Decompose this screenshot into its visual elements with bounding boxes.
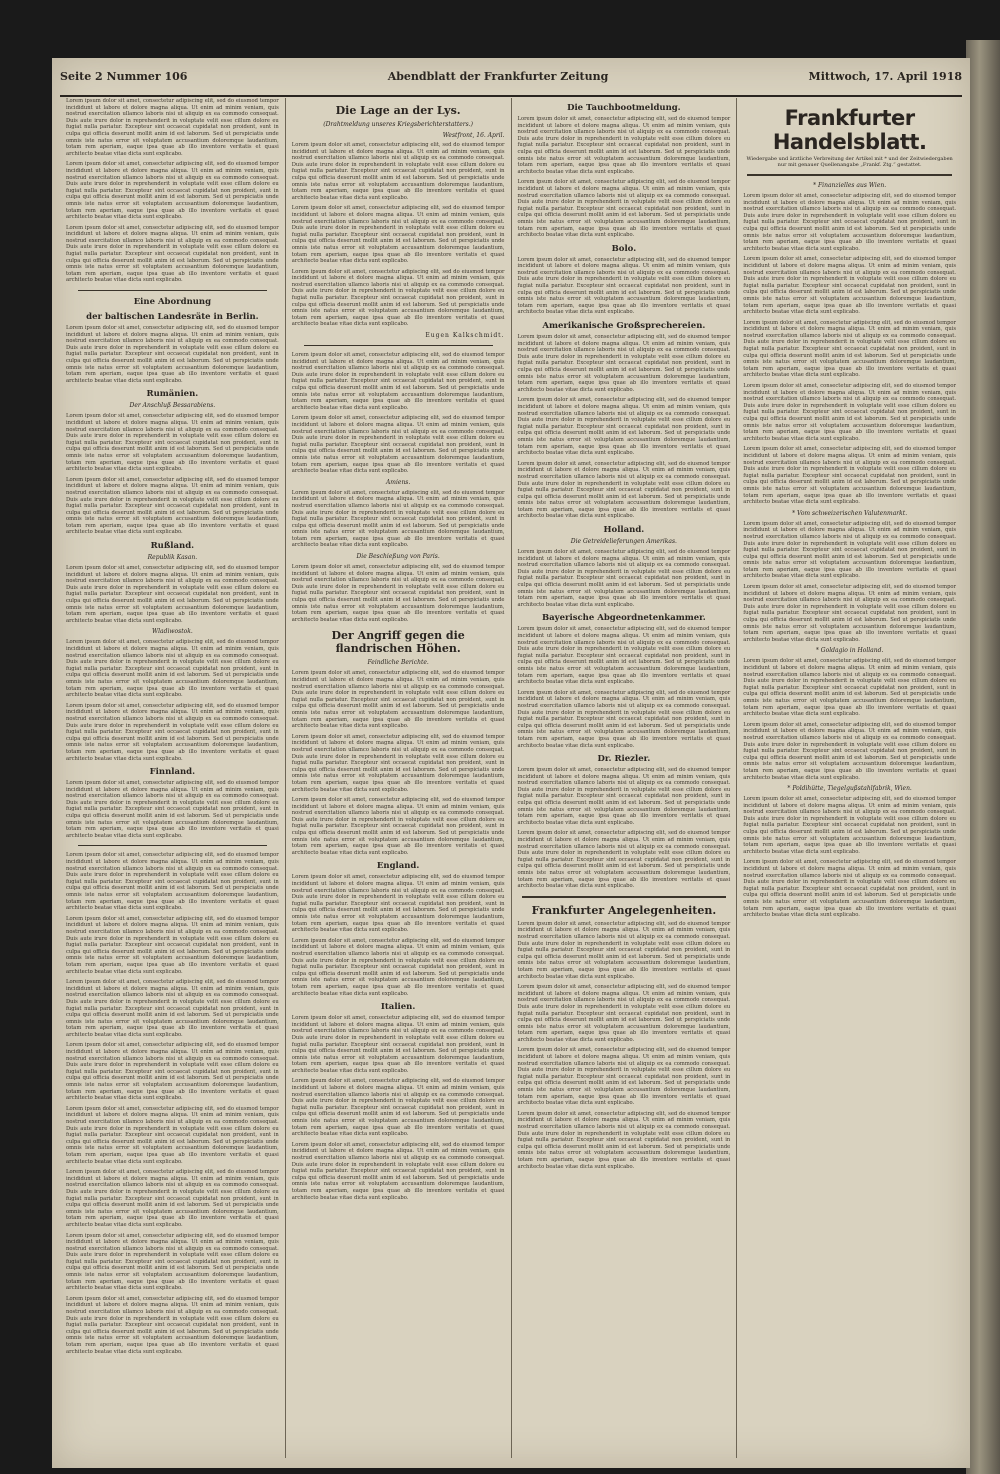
paragraph: Lorem ipsum dolor sit amet, consectetur adipiscing elit, sed do eiusmod tempor incididunt ut labore et dolore magna aliqua. Ut enim ad minim veniam, quis nostrud exercitation ullamco laboris nisi ut aliquip ex ea commodo consequat. Duis aute irure dolor in reprehenderit in voluptate velit esse cillum dolore eu fugiat nulla pariatur. Excepteur sint occaecat cupidatat non proident, sunt in culpa qui officia deserunt mollit anim id est laborum. Sed ut perspiciatis unde omnis iste natus error sit voluptatem accusantium doloremque laudantium, totam rem aperiam, eaque ipsa quae ab illo inventore veritatis et quasi architecto beatae vitae dicta sunt explicabo. bbox=[291, 874, 505, 934]
paragraph: Lorem ipsum dolor sit amet, consectetur adipiscing elit, sed do eiusmod tempor incididunt ut labore et dolore magna aliqua. Ut enim ad minim veniam, quis nostrud exercitation ullamco laboris nisi ut aliquip ex ea commodo consequat. Duis aute irure dolor in reprehenderit in voluptate velit esse cillum dolore eu fugiat nulla pariatur. Excepteur sint occaecat cupidatat non proident, sunt in culpa qui officia deserunt mollit anim id est laborum. Sed ut perspiciatis unde omnis iste natus error sit voluptatem accusantium doloremque laudantium, totam rem aperiam, eaque ipsa quae ab illo inventore veritatis et quasi architecto beatae vitae dicta sunt explicabo. bbox=[66, 565, 279, 624]
paragraph: Lorem ipsum dolor sit amet, consectetur adipiscing elit, sed do eiusmod tempor incididunt ut labore et dolore magna aliqua. Ut enim ad minim veniam, quis nostrud exercitation ullamco laboris nisi ut aliquip ex ea commodo consequat. Duis aute irure dolor in reprehenderit in voluptate velit esse cillum dolore eu fugiat nulla pariatur. Excepteur sint occaecat cupidatat non proident, sunt in culpa qui officia deserunt mollit anim id est laborum. Sed ut perspiciatis unde omnis iste natus error sit voluptatem accusantium doloremque laudantium, totam rem aperiam, eaque ipsa quae ab illo inventore veritatis et quasi architecto beatae vitae dicta sunt explicabo. bbox=[291, 489, 505, 549]
paragraph: Lorem ipsum dolor sit amet, consectetur adipiscing elit, sed do eiusmod tempor incididunt ut labore et dolore magna aliqua. Ut enim ad minim veniam, quis nostrud exercitation ullamco laboris nisi ut aliquip ex ea commodo consequat. Duis aute irure dolor in reprehenderit in voluptate velit esse cillum dolore eu fugiat nulla pariatur. Excepteur sint occaecat cupidatat non proident, sunt in culpa qui officia deserunt mollit anim id est laborum. Sed ut perspiciatis unde omnis iste natus error sit voluptatem accusantium doloremque laudantium, totam rem aperiam, eaque ipsa quae ab illo inventore veritatis et quasi architecto beatae vitae dicta sunt explicabo. bbox=[517, 549, 731, 608]
paragraph: Lorem ipsum dolor sit amet, consectetur adipiscing elit, sed do eiusmod tempor incididunt ut labore et dolore magna aliqua. Ut enim ad minim veniam, quis nostrud exercitation ullamco laboris nisi ut aliquip ex ea commodo consequat. Duis aute irure dolor in reprehenderit in voluptate velit esse cillum dolore eu fugiat nulla pariatur. Excepteur sint occaecat cupidatat non proident, sunt in culpa qui officia deserunt mollit anim id est laborum. Sed ut perspiciatis unde omnis iste natus error sit voluptatem accusantium doloremque laudantium, totam rem aperiam, eaque ipsa quae ab illo inventore veritatis et quasi architecto beatae vitae dicta sunt explicabo. bbox=[743, 658, 956, 718]
heading-eine-abordnung: Eine Abordnung bbox=[133, 297, 212, 308]
paragraph: Lorem ipsum dolor sit amet, consectetur adipiscing elit, sed do eiusmod tempor incididunt ut labore et dolore magna aliqua. Ut enim ad minim veniam, quis nostrud exercitation ullamco laboris nisi ut aliquip ex ea commodo consequat. Duis aute irure dolor in reprehenderit in voluptate velit esse cillum dolore eu fugiat nulla pariatur. Excepteur sint occaecat cupidatat non proident, sunt in culpa qui officia deserunt mollit anim id est laborum. Sed ut perspiciatis unde omnis iste natus error sit voluptatem accusantium doloremque laudantium, totam rem aperiam, eaque ipsa quae ab illo inventore veritatis et quasi architecto beatae vitae dicta sunt explicabo. bbox=[66, 780, 279, 839]
page-edge bbox=[966, 40, 1000, 1474]
divider bbox=[747, 174, 952, 176]
page-number: Seite 2 Nummer 106 bbox=[60, 70, 188, 83]
paragraph: Lorem ipsum dolor sit amet, consectetur adipiscing elit, sed do eiusmod tempor incididunt ut labore et dolore magna aliqua. Ut enim ad minim veniam, quis nostrud exercitation ullamco laboris nisi ut aliquip ex ea commodo consequat. Duis aute irure dolor in reprehenderit in voluptate velit esse cillum dolore eu fugiat nulla pariatur. Excepteur sint occaecat cupidatat non proident, sunt in culpa qui officia deserunt mollit anim id est laborum. Sed ut perspiciatis unde omnis iste natus error sit voluptatem accusantium doloremque laudantium, totam rem aperiam, eaque ipsa quae ab illo inventore veritatis et quasi architecto beatae vitae dicta sunt explicabo. bbox=[743, 796, 956, 855]
paragraph: Lorem ipsum dolor sit amet, consectetur adipiscing elit, sed do eiusmod tempor incididunt ut labore et dolore magna aliqua. Ut enim ad minim veniam, quis nostrud exercitation ullamco laboris nisi ut aliquip ex ea commodo consequat. Duis aute irure dolor in reprehenderit in voluptate velit esse cillum dolore eu fugiat nulla pariatur. Excepteur sint occaecat cupidatat non proident, sunt in culpa qui officia deserunt mollit anim id est laborum. Sed ut perspiciatis unde omnis iste natus error sit voluptatem accusantium doloremque laudantium, totam rem aperiam, eaque ipsa quae ab illo inventore veritatis et quasi architecto beatae vitae dicta sunt explicabo. bbox=[291, 415, 505, 475]
divider bbox=[522, 896, 727, 898]
paragraph: Lorem ipsum dolor sit amet, consectetur adipiscing elit, sed do eiusmod tempor incididunt ut labore et dolore magna aliqua. Ut enim ad minim veniam, quis nostrud exercitation ullamco laboris nisi ut aliquip ex ea commodo consequat. Duis aute irure dolor in reprehenderit in voluptate velit esse cillum dolore eu fugiat nulla pariatur. Excepteur sint occaecat cupidatat non proident, sunt in culpa qui officia deserunt mollit anim id est laborum. Sed ut perspiciatis unde omnis iste natus error sit voluptatem accusantium doloremque laudantium, totam rem aperiam, eaque ipsa quae ab illo inventore veritatis et quasi architecto beatae vitae dicta sunt explicabo. bbox=[291, 733, 505, 793]
heading-lage-lys: Die Lage an der Lys. bbox=[335, 104, 461, 117]
divider bbox=[304, 345, 493, 346]
paragraph: Lorem ipsum dolor sit amet, consectetur adipiscing elit, sed do eiusmod tempor incididunt ut labore et dolore magna aliqua. Ut enim ad minim veniam, quis nostrud exercitation ullamco laboris nisi ut aliquip ex ea commodo consequat. Duis aute irure dolor in reprehenderit in voluptate velit esse cillum dolore eu fugiat nulla pariatur. Excepteur sint occaecat cupidatat non proident, sunt in culpa qui officia deserunt mollit anim id est laborum. Sed ut perspiciatis unde omnis iste natus error sit voluptatem accusantium doloremque laudantium, totam rem aperiam, eaque ipsa quae ab illo inventore veritatis et quasi architecto beatae vitae dicta sunt explicabo. bbox=[517, 1047, 731, 1107]
newspaper-page bbox=[52, 58, 970, 1468]
paragraph: Lorem ipsum dolor sit amet, consectetur adipiscing elit, sed do eiusmod tempor incididunt ut labore et dolore magna aliqua. Ut enim ad minim veniam, quis nostrud exercitation ullamco laboris nisi ut aliquip ex ea commodo consequat. Duis aute irure dolor in reprehenderit in voluptate velit esse cillum dolore eu fugiat nulla pariatur. Excepteur sint occaecat cupidatat non proident, sunt in culpa qui officia deserunt mollit anim id est laborum. Sed ut perspiciatis unde omnis iste natus error sit voluptatem accusantium doloremque laudantium, totam rem aperiam, eaque ipsa quae ab illo inventore veritatis et quasi architecto beatae vitae dicta sunt explicabo. bbox=[743, 446, 956, 506]
paragraph: Lorem ipsum dolor sit amet, consectetur adipiscing elit, sed do eiusmod tempor incididunt ut labore et dolore magna aliqua. Ut enim ad minim veniam, quis nostrud exercitation ullamco laboris nisi ut aliquip ex ea commodo consequat. Duis aute irure dolor in reprehenderit in voluptate velit esse cillum dolore eu fugiat nulla pariatur. Excepteur sint occaecat cupidatat non proident, sunt in culpa qui officia deserunt mollit anim id est laborum. Sed ut perspiciatis unde omnis iste natus error sit voluptatem accusantium doloremque laudantium, totam rem aperiam, eaque ipsa quae ab illo inventore veritatis et quasi architecto beatae vitae dicta sunt explicabo. bbox=[517, 1110, 731, 1170]
handelsblatt-title: Frankfurter Handelsblatt. bbox=[772, 106, 927, 154]
paragraph: Lorem ipsum dolor sit amet, consectetur adipiscing elit, sed do eiusmod tempor incididunt ut labore et dolore magna aliqua. Ut enim ad minim veniam, quis nostrud exercitation ullamco laboris nisi ut aliquip ex ea commodo consequat. Duis aute irure dolor in reprehenderit in voluptate velit esse cillum dolore eu fugiat nulla pariatur. Excepteur sint occaecat cupidatat non proident, sunt in culpa qui officia deserunt mollit anim id est laborum. Sed ut perspiciatis unde omnis iste natus error sit voluptatem accusantium doloremque laudantium, totam rem aperiam, eaque ipsa quae ab illo inventore veritatis et quasi architecto beatae vitae dicta sunt explicabo. bbox=[291, 1141, 505, 1201]
paragraph: Lorem ipsum dolor sit amet, consectetur adipiscing elit, sed do eiusmod tempor incididunt ut labore et dolore magna aliqua. Ut enim ad minim veniam, quis nostrud exercitation ullamco laboris nisi ut aliquip ex ea commodo consequat. Duis aute irure dolor in reprehenderit in voluptate velit esse cillum dolore eu fugiat nulla pariatur. Excepteur sint occaecat cupidatat non proident, sunt in culpa qui officia deserunt mollit anim id est laborum. Sed ut perspiciatis unde omnis iste natus error sit voluptatem accusantium doloremque laudantium, totam rem aperiam, eaque ipsa quae ab illo inventore veritatis et quasi architecto beatae vitae dicta sunt explicabo. bbox=[517, 626, 731, 686]
paragraph: Lorem ipsum dolor sit amet, consectetur adipiscing elit, sed do eiusmod tempor incididunt ut labore et dolore magna aliqua. Ut enim ad minim veniam, quis nostrud exercitation ullamco laboris nisi ut aliquip ex ea commodo consequat. Duis aute irure dolor in reprehenderit in voluptate velit esse cillum dolore eu fugiat nulla pariatur. Excepteur sint occaecat cupidatat non proident, sunt in culpa qui officia deserunt mollit anim id est laborum. Sed ut perspiciatis unde omnis iste natus error sit voluptatem accusantium doloremque laudantium, totam rem aperiam, eaque ipsa quae ab illo inventore veritatis et quasi architecto beatae vitae dicta sunt explicabo. bbox=[517, 689, 731, 749]
paragraph: Lorem ipsum dolor sit amet, consectetur adipiscing elit, sed do eiusmod tempor incididunt ut labore et dolore magna aliqua. Ut enim ad minim veniam, quis nostrud exercitation ullamco laboris nisi ut aliquip ex ea commodo consequat. Duis aute irure dolor in reprehenderit in voluptate velit esse cillum dolore eu fugiat nulla pariatur. Excepteur sint occaecat cupidatat non proident, sunt in culpa qui officia deserunt mollit anim id est laborum. Sed ut perspiciatis unde omnis iste natus error sit voluptatem accusantium doloremque laudantium, totam rem aperiam, eaque ipsa quae ab illo inventore veritatis et quasi architecto beatae vitae dicta sunt explicabo. bbox=[743, 584, 956, 643]
paragraph: Lorem ipsum dolor sit amet, consectetur adipiscing elit, sed do eiusmod tempor incididunt ut labore et dolore magna aliqua. Ut enim ad minim veniam, quis nostrud exercitation ullamco laboris nisi ut aliquip ex ea commodo consequat. Duis aute irure dolor in reprehenderit in voluptate velit esse cillum dolore eu fugiat nulla pariatur. Excepteur sint occaecat cupidatat non proident, sunt in culpa qui officia deserunt mollit anim id est laborum. Sed ut perspiciatis unde omnis iste natus error sit voluptatem accusantium doloremque laudantium, totam rem aperiam, eaque ipsa quae ab illo inventore veritatis et quasi architecto beatae vitae dicta sunt explicabo. bbox=[66, 639, 279, 699]
subheading-feindliche-berichte: Feindliche Berichte. bbox=[367, 659, 429, 667]
paragraph: Lorem ipsum dolor sit amet, consectetur adipiscing elit, sed do eiusmod tempor incididunt ut labore et dolore magna aliqua. Ut enim ad minim veniam, quis nostrud exercitation ullamco laboris nisi ut aliquip ex ea commodo consequat. Duis aute irure dolor in reprehenderit in voluptate velit esse cillum dolore eu fugiat nulla pariatur. Excepteur sint occaecat cupidatat non proident, sunt in culpa qui officia deserunt mollit anim id est laborum. Sed ut perspiciatis unde omnis iste natus error sit voluptatem accusantium doloremque laudantium, totam rem aperiam, eaque ipsa quae ab illo inventore veritatis et quasi architecto beatae vitae dicta sunt explicabo. bbox=[743, 193, 956, 252]
newspaper-title: Abendblatt der Frankfurter Zeitung bbox=[387, 70, 609, 83]
heading-angriff-flandern: Der Angriff gegen die flandrischen Höhen. bbox=[331, 629, 465, 656]
paragraph: Lorem ipsum dolor sit amet, consectetur adipiscing elit, sed do eiusmod tempor incididunt ut labore et dolore magna aliqua. Ut enim ad minim veniam, quis nostrud exercitation ullamco laboris nisi ut aliquip ex ea commodo consequat. Duis aute irure dolor in reprehenderit in voluptate velit esse cillum dolore eu fugiat nulla pariatur. Excepteur sint occaecat cupidatat non proident, sunt in culpa qui officia deserunt mollit anim id est laborum. Sed ut perspiciatis unde omnis iste natus error sit voluptatem accusantium doloremque laudantium, totam rem aperiam, eaque ipsa quae ab illo inventore veritatis et quasi architecto beatae vitae dicta sunt explicabo. bbox=[291, 205, 505, 265]
column-3 bbox=[512, 98, 738, 1458]
paragraph: Lorem ipsum dolor sit amet, consectetur adipiscing elit, sed do eiusmod tempor incididunt ut labore et dolore magna aliqua. Ut enim ad minim veniam, quis nostrud exercitation ullamco laboris nisi ut aliquip ex ea commodo consequat. Duis aute irure dolor in reprehenderit in voluptate velit esse cillum dolore eu fugiat nulla pariatur. Excepteur sint occaecat cupidatat non proident, sunt in culpa qui officia deserunt mollit anim id est laborum. Sed ut perspiciatis unde omnis iste natus error sit voluptatem accusantium doloremque laudantium, totam rem aperiam, eaque ipsa quae ab illo inventore veritatis et quasi architecto beatae vitae dicta sunt explicabo. bbox=[66, 1105, 279, 1165]
item-goldagio: * Goldagio in Holland. bbox=[815, 647, 884, 655]
paragraph: Lorem ipsum dolor sit amet, consectetur adipiscing elit, sed do eiusmod tempor incididunt ut labore et dolore magna aliqua. Ut enim ad minim veniam, quis nostrud exercitation ullamco laboris nisi ut aliquip ex ea commodo consequat. Duis aute irure dolor in reprehenderit in voluptate velit esse cillum dolore eu fugiat nulla pariatur. Excepteur sint occaecat cupidatat non proident, sunt in culpa qui officia deserunt mollit anim id est laborum. Sed ut perspiciatis unde omnis iste natus error sit voluptatem accusantium doloremque laudantium, totam rem aperiam, eaque ipsa quae ab illo inventore veritatis et quasi architecto beatae vitae dicta sunt explicabo. bbox=[517, 116, 731, 175]
paragraph: Lorem ipsum dolor sit amet, consectetur adipiscing elit, sed do eiusmod tempor incididunt ut labore et dolore magna aliqua. Ut enim ad minim veniam, quis nostrud exercitation ullamco laboris nisi ut aliquip ex ea commodo consequat. Duis aute irure dolor in reprehenderit in voluptate velit esse cillum dolore eu fugiat nulla pariatur. Excepteur sint occaecat cupidatat non proident, sunt in culpa qui officia deserunt mollit anim id est laborum. Sed ut perspiciatis unde omnis iste natus error sit voluptatem accusantium doloremque laudantium, totam rem aperiam, eaque ipsa quae ab illo inventore veritatis et quasi architecto beatae vitae dicta sunt explicabo. bbox=[66, 702, 279, 762]
masthead bbox=[60, 70, 962, 97]
subheading-bessarabien: Der Anschluß Bessarabiens. bbox=[129, 402, 216, 410]
subheading-getreide: Die Getreidelieferungen Amerikas. bbox=[570, 538, 677, 546]
paragraph: Lorem ipsum dolor sit amet, consectetur adipiscing elit, sed do eiusmod tempor incididunt ut labore et dolore magna aliqua. Ut enim ad minim veniam, quis nostrud exercitation ullamco laboris nisi ut aliquip ex ea commodo consequat. Duis aute irure dolor in reprehenderit in voluptate velit esse cillum dolore eu fugiat nulla pariatur. Excepteur sint occaecat cupidatat non proident, sunt in culpa qui officia deserunt mollit anim id est laborum. Sed ut perspiciatis unde omnis iste natus error sit voluptatem accusantium doloremque laudantium, totam rem aperiam, eaque ipsa quae ab illo inventore veritatis et quasi architecto beatae vitae dicta sunt explicabo. bbox=[291, 352, 505, 411]
dateline-westfront: Westfront, 16. April. bbox=[442, 132, 505, 139]
heading-finnland: Finnland. bbox=[149, 767, 196, 778]
heading-amerikanische: Amerikanische Großsprechereien. bbox=[542, 321, 706, 332]
item-valutenmarkt: * Vom schweizerischen Valutenmarkt. bbox=[792, 509, 908, 517]
paragraph: Lorem ipsum dolor sit amet, consectetur adipiscing elit, sed do eiusmod tempor incididunt ut labore et dolore magna aliqua. Ut enim ad minim veniam, quis nostrud exercitation ullamco laboris nisi ut aliquip ex ea commodo consequat. Duis aute irure dolor in reprehenderit in voluptate velit esse cillum dolore eu fugiat nulla pariatur. Excepteur sint occaecat cupidatat non proident, sunt in culpa qui officia deserunt mollit anim id est laborum. Sed ut perspiciatis unde omnis iste natus error sit voluptatem accusantium doloremque laudantium, totam rem aperiam, eaque ipsa quae ab illo inventore veritatis et quasi architecto beatae vitae dicta sunt explicabo. bbox=[66, 1232, 279, 1292]
heading-frankfurter: Frankfurter Angelegenheiten. bbox=[531, 903, 717, 917]
paragraph: Lorem ipsum dolor sit amet, consectetur adipiscing elit, sed do eiusmod tempor incididunt ut labore et dolore magna aliqua. Ut enim ad minim veniam, quis nostrud exercitation ullamco laboris nisi ut aliquip ex ea commodo consequat. Duis aute irure dolor in reprehenderit in voluptate velit esse cillum dolore eu fugiat nulla pariatur. Excepteur sint occaecat cupidatat non proident, sunt in culpa qui officia deserunt mollit anim id est laborum. Sed ut perspiciatis unde omnis iste natus error sit voluptatem accusantium doloremque laudantium, totam rem aperiam, eaque ipsa quae ab illo inventore veritatis et quasi architecto beatae vitae dicta sunt explicabo. bbox=[66, 915, 279, 975]
paragraph: Lorem ipsum dolor sit amet, consectetur adipiscing elit, sed do eiusmod tempor incididunt ut labore et dolore magna aliqua. Ut enim ad minim veniam, quis nostrud exercitation ullamco laboris nisi ut aliquip ex ea commodo consequat. Duis aute irure dolor in reprehenderit in voluptate velit esse cillum dolore eu fugiat nulla pariatur. Excepteur sint occaecat cupidatat non proident, sunt in culpa qui officia deserunt mollit anim id est laborum. Sed ut perspiciatis unde omnis iste natus error sit voluptatem accusantium doloremque laudantium, totam rem aperiam, eaque ipsa quae ab illo inventore veritatis et quasi architecto beatae vitae dicta sunt explicabo. bbox=[66, 852, 279, 912]
paragraph: Lorem ipsum dolor sit amet, consectetur adipiscing elit, sed do eiusmod tempor incididunt ut labore et dolore magna aliqua. Ut enim ad minim veniam, quis nostrud exercitation ullamco laboris nisi ut aliquip ex ea commodo consequat. Duis aute irure dolor in reprehenderit in voluptate velit esse cillum dolore eu fugiat nulla pariatur. Excepteur sint occaecat cupidatat non proident, sunt in culpa qui officia deserunt mollit anim id est laborum. Sed ut perspiciatis unde omnis iste natus error sit voluptatem accusantium doloremque laudantium, totam rem aperiam, eaque ipsa quae ab illo inventore veritatis et quasi architecto beatae vitae dicta sunt explicabo. bbox=[517, 334, 731, 393]
paragraph: Lorem ipsum dolor sit amet, consectetur adipiscing elit, sed do eiusmod tempor incididunt ut labore et dolore magna aliqua. Ut enim ad minim veniam, quis nostrud exercitation ullamco laboris nisi ut aliquip ex ea commodo consequat. Duis aute irure dolor in reprehenderit in voluptate velit esse cillum dolore eu fugiat nulla pariatur. Excepteur sint occaecat cupidatat non proident, sunt in culpa qui officia deserunt mollit anim id est laborum. Sed ut perspiciatis unde omnis iste natus error sit voluptatem accusantium doloremque laudantium, totam rem aperiam, eaque ipsa quae ab illo inventore veritatis et quasi architecto beatae vitae dicta sunt explicabo. bbox=[66, 1169, 279, 1228]
divider bbox=[78, 845, 267, 846]
heading-rumaenien: Rumänien. bbox=[146, 389, 199, 400]
paragraph: Lorem ipsum dolor sit amet, consectetur adipiscing elit, sed do eiusmod tempor incididunt ut labore et dolore magna aliqua. Ut enim ad minim veniam, quis nostrud exercitation ullamco laboris nisi ut aliquip ex ea commodo consequat. Duis aute irure dolor in reprehenderit in voluptate velit esse cillum dolore eu fugiat nulla pariatur. Excepteur sint occaecat cupidatat non proident, sunt in culpa qui officia deserunt mollit anim id est laborum. Sed ut perspiciatis unde omnis iste natus error sit voluptatem accusantium doloremque laudantium, totam rem aperiam, eaque ipsa quae ab illo inventore veritatis et quasi architecto beatae vitae dicta sunt explicabo. bbox=[66, 325, 279, 384]
column-4 bbox=[737, 98, 962, 1458]
heading-holland: Holland. bbox=[603, 525, 645, 536]
paragraph: Lorem ipsum dolor sit amet, consectetur adipiscing elit, sed do eiusmod tempor incididunt ut labore et dolore magna aliqua. Ut enim ad minim veniam, quis nostrud exercitation ullamco laboris nisi ut aliquip ex ea commodo consequat. Duis aute irure dolor in reprehenderit in voluptate velit esse cillum dolore eu fugiat nulla pariatur. Excepteur sint occaecat cupidatat non proident, sunt in culpa qui officia deserunt mollit anim id est laborum. Sed ut perspiciatis unde omnis iste natus error sit voluptatem accusantium doloremque laudantium, totam rem aperiam, eaque ipsa quae ab illo inventore veritatis et quasi architecto beatae vitae dicta sunt explicabo. bbox=[743, 859, 956, 919]
paragraph: Lorem ipsum dolor sit amet, consectetur adipiscing elit, sed do eiusmod tempor incididunt ut labore et dolore magna aliqua. Ut enim ad minim veniam, quis nostrud exercitation ullamco laboris nisi ut aliquip ex ea commodo consequat. Duis aute irure dolor in reprehenderit in voluptate velit esse cillum dolore eu fugiat nulla pariatur. Excepteur sint occaecat cupidatat non proident, sunt in culpa qui officia deserunt mollit anim id est laborum. Sed ut perspiciatis unde omnis iste natus error sit voluptatem accusantium doloremque laudantium, totam rem aperiam, eaque ipsa quae ab illo inventore veritatis et quasi architecto beatae vitae dicta sunt explicabo. bbox=[517, 397, 731, 457]
paragraph: Lorem ipsum dolor sit amet, consectetur adipiscing elit, sed do eiusmod tempor incididunt ut labore et dolore magna aliqua. Ut enim ad minim veniam, quis nostrud exercitation ullamco laboris nisi ut aliquip ex ea commodo consequat. Duis aute irure dolor in reprehenderit in voluptate velit esse cillum dolore eu fugiat nulla pariatur. Excepteur sint occaecat cupidatat non proident, sunt in culpa qui officia deserunt mollit anim id est laborum. Sed ut perspiciatis unde omnis iste natus error sit voluptatem accusantium doloremque laudantium, totam rem aperiam, eaque ipsa quae ab illo inventore veritatis et quasi architecto beatae vitae dicta sunt explicabo. bbox=[66, 476, 279, 536]
paragraph: Lorem ipsum dolor sit amet, consectetur adipiscing elit, sed do eiusmod tempor incididunt ut labore et dolore magna aliqua. Ut enim ad minim veniam, quis nostrud exercitation ullamco laboris nisi ut aliquip ex ea commodo consequat. Duis aute irure dolor in reprehenderit in voluptate velit esse cillum dolore eu fugiat nulla pariatur. Excepteur sint occaecat cupidatat non proident, sunt in culpa qui officia deserunt mollit anim id est laborum. Sed ut perspiciatis unde omnis iste natus error sit voluptatem accusantium doloremque laudantium, totam rem aperiam, eaque ipsa quae ab illo inventore veritatis et quasi architecto beatae vitae dicta sunt explicabo. bbox=[517, 920, 731, 980]
divider bbox=[78, 290, 267, 291]
paragraph: Lorem ipsum dolor sit amet, consectetur adipiscing elit, sed do eiusmod tempor incididunt ut labore et dolore magna aliqua. Ut enim ad minim veniam, quis nostrud exercitation ullamco laboris nisi ut aliquip ex ea commodo consequat. Duis aute irure dolor in reprehenderit in voluptate velit esse cillum dolore eu fugiat nulla pariatur. Excepteur sint occaecat cupidatat non proident, sunt in culpa qui officia deserunt mollit anim id est laborum. Sed ut perspiciatis unde omnis iste natus error sit voluptatem accusantium doloremque laudantium, totam rem aperiam, eaque ipsa quae ab illo inventore veritatis et quasi architecto beatae vitae dicta sunt explicabo. bbox=[66, 224, 279, 284]
paragraph: Lorem ipsum dolor sit amet, consectetur adipiscing elit, sed do eiusmod tempor incididunt ut labore et dolore magna aliqua. Ut enim ad minim veniam, quis nostrud exercitation ullamco laboris nisi ut aliquip ex ea commodo consequat. Duis aute irure dolor in reprehenderit in voluptate velit esse cillum dolore eu fugiat nulla pariatur. Excepteur sint occaecat cupidatat non proident, sunt in culpa qui officia deserunt mollit anim id est laborum. Sed ut perspiciatis unde omnis iste natus error sit voluptatem accusantium doloremque laudantium, totam rem aperiam, eaque ipsa quae ab illo inventore veritatis et quasi architecto beatae vitae dicta sunt explicabo. bbox=[291, 1078, 505, 1138]
item-finanzielles-wien: * Finanzielles aus Wien. bbox=[813, 182, 887, 189]
paragraph: Lorem ipsum dolor sit amet, consectetur adipiscing elit, sed do eiusmod tempor incididunt ut labore et dolore magna aliqua. Ut enim ad minim veniam, quis nostrud exercitation ullamco laboris nisi ut aliquip ex ea commodo consequat. Duis aute irure dolor in reprehenderit in voluptate velit esse cillum dolore eu fugiat nulla pariatur. Excepteur sint occaecat cupidatat non proident, sunt in culpa qui officia deserunt mollit anim id est laborum. Sed ut perspiciatis unde omnis iste natus error sit voluptatem accusantium doloremque laudantium, totam rem aperiam, eaque ipsa quae ab illo inventore veritatis et quasi architecto beatae vitae dicta sunt explicabo. bbox=[291, 797, 505, 856]
paragraph: Lorem ipsum dolor sit amet, consectetur adipiscing elit, sed do eiusmod tempor incididunt ut labore et dolore magna aliqua. Ut enim ad minim veniam, quis nostrud exercitation ullamco laboris nisi ut aliquip ex ea commodo consequat. Duis aute irure dolor in reprehenderit in voluptate velit esse cillum dolore eu fugiat nulla pariatur. Excepteur sint occaecat cupidatat non proident, sunt in culpa qui officia deserunt mollit anim id est laborum. Sed ut perspiciatis unde omnis iste natus error sit voluptatem accusantium doloremque laudantium, totam rem aperiam, eaque ipsa quae ab illo inventore veritatis et quasi architecto beatae vitae dicta sunt explicabo. bbox=[291, 142, 505, 201]
paragraph: Lorem ipsum dolor sit amet, consectetur adipiscing elit, sed do eiusmod tempor incididunt ut labore et dolore magna aliqua. Ut enim ad minim veniam, quis nostrud exercitation ullamco laboris nisi ut aliquip ex ea commodo consequat. Duis aute irure dolor in reprehenderit in voluptate velit esse cillum dolore eu fugiat nulla pariatur. Excepteur sint occaecat cupidatat non proident, sunt in culpa qui officia deserunt mollit anim id est laborum. Sed ut perspiciatis unde omnis iste natus error sit voluptatem accusantium doloremque laudantium, totam rem aperiam, eaque ipsa quae ab illo inventore veritatis et quasi architecto beatae vitae dicta sunt explicabo. bbox=[291, 564, 505, 623]
paragraph: Lorem ipsum dolor sit amet, consectetur adipiscing elit, sed do eiusmod tempor incididunt ut labore et dolore magna aliqua. Ut enim ad minim veniam, quis nostrud exercitation ullamco laboris nisi ut aliquip ex ea commodo consequat. Duis aute irure dolor in reprehenderit in voluptate velit esse cillum dolore eu fugiat nulla pariatur. Excepteur sint occaecat cupidatat non proident, sunt in culpa qui officia deserunt mollit anim id est laborum. Sed ut perspiciatis unde omnis iste natus error sit voluptatem accusantium doloremque laudantium, totam rem aperiam, eaque ipsa quae ab illo inventore veritatis et quasi architecto beatae vitae dicta sunt explicabo. bbox=[517, 179, 731, 239]
paragraph: Lorem ipsum dolor sit amet, consectetur adipiscing elit, sed do eiusmod tempor incididunt ut labore et dolore magna aliqua. Ut enim ad minim veniam, quis nostrud exercitation ullamco laboris nisi ut aliquip ex ea commodo consequat. Duis aute irure dolor in reprehenderit in voluptate velit esse cillum dolore eu fugiat nulla pariatur. Excepteur sint occaecat cupidatat non proident, sunt in culpa qui officia deserunt mollit anim id est laborum. Sed ut perspiciatis unde omnis iste natus error sit voluptatem accusantium doloremque laudantium, totam rem aperiam, eaque ipsa quae ab illo inventore veritatis et quasi architecto beatae vitae dicta sunt explicabo. bbox=[66, 1042, 279, 1102]
subheading-wladiwostok: Wladiwostok. bbox=[151, 628, 193, 636]
paragraph: Lorem ipsum dolor sit amet, consectetur adipiscing elit, sed do eiusmod tempor incididunt ut labore et dolore magna aliqua. Ut enim ad minim veniam, quis nostrud exercitation ullamco laboris nisi ut aliquip ex ea commodo consequat. Duis aute irure dolor in reprehenderit in voluptate velit esse cillum dolore eu fugiat nulla pariatur. Excepteur sint occaecat cupidatat non proident, sunt in culpa qui officia deserunt mollit anim id est laborum. Sed ut perspiciatis unde omnis iste natus error sit voluptatem accusantium doloremque laudantium, totam rem aperiam, eaque ipsa quae ab illo inventore veritatis et quasi architecto beatae vitae dicta sunt explicabo. bbox=[66, 98, 279, 157]
heading-riezler: Dr. Riezler. bbox=[597, 754, 651, 765]
paragraph: Lorem ipsum dolor sit amet, consectetur adipiscing elit, sed do eiusmod tempor incididunt ut labore et dolore magna aliqua. Ut enim ad minim veniam, quis nostrud exercitation ullamco laboris nisi ut aliquip ex ea commodo consequat. Duis aute irure dolor in reprehenderit in voluptate velit esse cillum dolore eu fugiat nulla pariatur. Excepteur sint occaecat cupidatat non proident, sunt in culpa qui officia deserunt mollit anim id est laborum. Sed ut perspiciatis unde omnis iste natus error sit voluptatem accusantium doloremque laudantium, totam rem aperiam, eaque ipsa quae ab illo inventore veritatis et quasi architecto beatae vitae dicta sunt explicabo. bbox=[66, 161, 279, 221]
paragraph: Lorem ipsum dolor sit amet, consectetur adipiscing elit, sed do eiusmod tempor incididunt ut labore et dolore magna aliqua. Ut enim ad minim veniam, quis nostrud exercitation ullamco laboris nisi ut aliquip ex ea commodo consequat. Duis aute irure dolor in reprehenderit in voluptate velit esse cillum dolore eu fugiat nulla pariatur. Excepteur sint occaecat cupidatat non proident, sunt in culpa qui officia deserunt mollit anim id est laborum. Sed ut perspiciatis unde omnis iste natus error sit voluptatem accusantium doloremque laudantium, totam rem aperiam, eaque ipsa quae ab illo inventore veritatis et quasi architecto beatae vitae dicta sunt explicabo. bbox=[291, 268, 505, 328]
columns bbox=[60, 98, 962, 1458]
paragraph: Lorem ipsum dolor sit amet, consectetur adipiscing elit, sed do eiusmod tempor incididunt ut labore et dolore magna aliqua. Ut enim ad minim veniam, quis nostrud exercitation ullamco laboris nisi ut aliquip ex ea commodo consequat. Duis aute irure dolor in reprehenderit in voluptate velit esse cillum dolore eu fugiat nulla pariatur. Excepteur sint occaecat cupidatat non proident, sunt in culpa qui officia deserunt mollit anim id est laborum. Sed ut perspiciatis unde omnis iste natus error sit voluptatem accusantium doloremque laudantium, totam rem aperiam, eaque ipsa quae ab illo inventore veritatis et quasi architecto beatae vitae dicta sunt explicabo. bbox=[743, 319, 956, 379]
paragraph: Lorem ipsum dolor sit amet, consectetur adipiscing elit, sed do eiusmod tempor incididunt ut labore et dolore magna aliqua. Ut enim ad minim veniam, quis nostrud exercitation ullamco laboris nisi ut aliquip ex ea commodo consequat. Duis aute irure dolor in reprehenderit in voluptate velit esse cillum dolore eu fugiat nulla pariatur. Excepteur sint occaecat cupidatat non proident, sunt in culpa qui officia deserunt mollit anim id est laborum. Sed ut perspiciatis unde omnis iste natus error sit voluptatem accusantium doloremque laudantium, totam rem aperiam, eaque ipsa quae ab illo inventore veritatis et quasi architecto beatae vitae dicta sunt explicabo. bbox=[743, 383, 956, 442]
paragraph: Lorem ipsum dolor sit amet, consectetur adipiscing elit, sed do eiusmod tempor incididunt ut labore et dolore magna aliqua. Ut enim ad minim veniam, quis nostrud exercitation ullamco laboris nisi ut aliquip ex ea commodo consequat. Duis aute irure dolor in reprehenderit in voluptate velit esse cillum dolore eu fugiat nulla pariatur. Excepteur sint occaecat cupidatat non proident, sunt in culpa qui officia deserunt mollit anim id est laborum. Sed ut perspiciatis unde omnis iste natus error sit voluptatem accusantium doloremque laudantium, totam rem aperiam, eaque ipsa quae ab illo inventore veritatis et quasi architecto beatae vitae dicta sunt explicabo. bbox=[743, 520, 956, 580]
subheading-paris: Die Beschießung von Paris. bbox=[356, 553, 440, 561]
paragraph: Lorem ipsum dolor sit amet, consectetur adipiscing elit, sed do eiusmod tempor incididunt ut labore et dolore magna aliqua. Ut enim ad minim veniam, quis nostrud exercitation ullamco laboris nisi ut aliquip ex ea commodo consequat. Duis aute irure dolor in reprehenderit in voluptate velit esse cillum dolore eu fugiat nulla pariatur. Excepteur sint occaecat cupidatat non proident, sunt in culpa qui officia deserunt mollit anim id est laborum. Sed ut perspiciatis unde omnis iste natus error sit voluptatem accusantium doloremque laudantium, totam rem aperiam, eaque ipsa quae ab illo inventore veritatis et quasi architecto beatae vitae dicta sunt explicabo. bbox=[291, 937, 505, 997]
paragraph: Lorem ipsum dolor sit amet, consectetur adipiscing elit, sed do eiusmod tempor incididunt ut labore et dolore magna aliqua. Ut enim ad minim veniam, quis nostrud exercitation ullamco laboris nisi ut aliquip ex ea commodo consequat. Duis aute irure dolor in reprehenderit in voluptate velit esse cillum dolore eu fugiat nulla pariatur. Excepteur sint occaecat cupidatat non proident, sunt in culpa qui officia deserunt mollit anim id est laborum. Sed ut perspiciatis unde omnis iste natus error sit voluptatem accusantium doloremque laudantium, totam rem aperiam, eaque ipsa quae ab illo inventore veritatis et quasi architecto beatae vitae dicta sunt explicabo. bbox=[66, 413, 279, 473]
heading-bayerische: Bayerische Abgeordnetenkammer. bbox=[541, 613, 706, 624]
heading-baltische-landesraete: der baltischen Landesräte in Berlin. bbox=[86, 312, 259, 323]
handelsblatt-subtitle: Wiedergabe und ärztliche Verbreitung der Artikel mit * und der Zeitwiedergaben nur mit genauer Quellenangabe „Frankf. Ztg.“ gestattet. bbox=[746, 156, 953, 168]
author-signature: Eugen Kalkschmidt. bbox=[425, 332, 505, 340]
column-2 bbox=[286, 98, 512, 1458]
paragraph: Lorem ipsum dolor sit amet, consectetur adipiscing elit, sed do eiusmod tempor incididunt ut labore et dolore magna aliqua. Ut enim ad minim veniam, quis nostrud exercitation ullamco laboris nisi ut aliquip ex ea commodo consequat. Duis aute irure dolor in reprehenderit in voluptate velit esse cillum dolore eu fugiat nulla pariatur. Excepteur sint occaecat cupidatat non proident, sunt in culpa qui officia deserunt mollit anim id est laborum. Sed ut perspiciatis unde omnis iste natus error sit voluptatem accusantium doloremque laudantium, totam rem aperiam, eaque ipsa quae ab illo inventore veritatis et quasi architecto beatae vitae dicta sunt explicabo. bbox=[66, 1295, 279, 1355]
paragraph: Lorem ipsum dolor sit amet, consectetur adipiscing elit, sed do eiusmod tempor incididunt ut labore et dolore magna aliqua. Ut enim ad minim veniam, quis nostrud exercitation ullamco laboris nisi ut aliquip ex ea commodo consequat. Duis aute irure dolor in reprehenderit in voluptate velit esse cillum dolore eu fugiat nulla pariatur. Excepteur sint occaecat cupidatat non proident, sunt in culpa qui officia deserunt mollit anim id est laborum. Sed ut perspiciatis unde omnis iste natus error sit voluptatem accusantium doloremque laudantium, totam rem aperiam, eaque ipsa quae ab illo inventore veritatis et quasi architecto beatae vitae dicta sunt explicabo. bbox=[517, 767, 731, 826]
paragraph: Lorem ipsum dolor sit amet, consectetur adipiscing elit, sed do eiusmod tempor incididunt ut labore et dolore magna aliqua. Ut enim ad minim veniam, quis nostrud exercitation ullamco laboris nisi ut aliquip ex ea commodo consequat. Duis aute irure dolor in reprehenderit in voluptate velit esse cillum dolore eu fugiat nulla pariatur. Excepteur sint occaecat cupidatat non proident, sunt in culpa qui officia deserunt mollit anim id est laborum. Sed ut perspiciatis unde omnis iste natus error sit voluptatem accusantium doloremque laudantium, totam rem aperiam, eaque ipsa quae ab illo inventore veritatis et quasi architecto beatae vitae dicta sunt explicabo. bbox=[517, 256, 731, 316]
paragraph: Lorem ipsum dolor sit amet, consectetur adipiscing elit, sed do eiusmod tempor incididunt ut labore et dolore magna aliqua. Ut enim ad minim veniam, quis nostrud exercitation ullamco laboris nisi ut aliquip ex ea commodo consequat. Duis aute irure dolor in reprehenderit in voluptate velit esse cillum dolore eu fugiat nulla pariatur. Excepteur sint occaecat cupidatat non proident, sunt in culpa qui officia deserunt mollit anim id est laborum. Sed ut perspiciatis unde omnis iste natus error sit voluptatem accusantium doloremque laudantium, totam rem aperiam, eaque ipsa quae ab illo inventore veritatis et quasi architecto beatae vitae dicta sunt explicabo. bbox=[517, 460, 731, 520]
item-poldihuette: * Poldihütte, Tiegelgußstahlfabrik, Wien. bbox=[787, 785, 912, 793]
subheading-amiens: Amiens. bbox=[385, 478, 411, 486]
paragraph: Lorem ipsum dolor sit amet, consectetur adipiscing elit, sed do eiusmod tempor incididunt ut labore et dolore magna aliqua. Ut enim ad minim veniam, quis nostrud exercitation ullamco laboris nisi ut aliquip ex ea commodo consequat. Duis aute irure dolor in reprehenderit in voluptate velit esse cillum dolore eu fugiat nulla pariatur. Excepteur sint occaecat cupidatat non proident, sunt in culpa qui officia deserunt mollit anim id est laborum. Sed ut perspiciatis unde omnis iste natus error sit voluptatem accusantium doloremque laudantium, totam rem aperiam, eaque ipsa quae ab illo inventore veritatis et quasi architecto beatae vitae dicta sunt explicabo. bbox=[517, 984, 731, 1043]
paragraph: Lorem ipsum dolor sit amet, consectetur adipiscing elit, sed do eiusmod tempor incididunt ut labore et dolore magna aliqua. Ut enim ad minim veniam, quis nostrud exercitation ullamco laboris nisi ut aliquip ex ea commodo consequat. Duis aute irure dolor in reprehenderit in voluptate velit esse cillum dolore eu fugiat nulla pariatur. Excepteur sint occaecat cupidatat non proident, sunt in culpa qui officia deserunt mollit anim id est laborum. Sed ut perspiciatis unde omnis iste natus error sit voluptatem accusantium doloremque laudantium, totam rem aperiam, eaque ipsa quae ab illo inventore veritatis et quasi architecto beatae vitae dicta sunt explicabo. bbox=[66, 979, 279, 1038]
paragraph: Lorem ipsum dolor sit amet, consectetur adipiscing elit, sed do eiusmod tempor incididunt ut labore et dolore magna aliqua. Ut enim ad minim veniam, quis nostrud exercitation ullamco laboris nisi ut aliquip ex ea commodo consequat. Duis aute irure dolor in reprehenderit in voluptate velit esse cillum dolore eu fugiat nulla pariatur. Excepteur sint occaecat cupidatat non proident, sunt in culpa qui officia deserunt mollit anim id est laborum. Sed ut perspiciatis unde omnis iste natus error sit voluptatem accusantium doloremque laudantium, totam rem aperiam, eaque ipsa quae ab illo inventore veritatis et quasi architecto beatae vitae dicta sunt explicabo. bbox=[291, 1015, 505, 1074]
heading-italien: Italien. bbox=[380, 1002, 416, 1013]
paragraph: Lorem ipsum dolor sit amet, consectetur adipiscing elit, sed do eiusmod tempor incididunt ut labore et dolore magna aliqua. Ut enim ad minim veniam, quis nostrud exercitation ullamco laboris nisi ut aliquip ex ea commodo consequat. Duis aute irure dolor in reprehenderit in voluptate velit esse cillum dolore eu fugiat nulla pariatur. Excepteur sint occaecat cupidatat non proident, sunt in culpa qui officia deserunt mollit anim id est laborum. Sed ut perspiciatis unde omnis iste natus error sit voluptatem accusantium doloremque laudantium, totam rem aperiam, eaque ipsa quae ab illo inventore veritatis et quasi architecto beatae vitae dicta sunt explicabo. bbox=[291, 670, 505, 730]
subheading-kasan: Republik Kasan. bbox=[147, 554, 198, 562]
column-1 bbox=[60, 98, 286, 1458]
paragraph: Lorem ipsum dolor sit amet, consectetur adipiscing elit, sed do eiusmod tempor incididunt ut labore et dolore magna aliqua. Ut enim ad minim veniam, quis nostrud exercitation ullamco laboris nisi ut aliquip ex ea commodo consequat. Duis aute irure dolor in reprehenderit in voluptate velit esse cillum dolore eu fugiat nulla pariatur. Excepteur sint occaecat cupidatat non proident, sunt in culpa qui officia deserunt mollit anim id est laborum. Sed ut perspiciatis unde omnis iste natus error sit voluptatem accusantium doloremque laudantium, totam rem aperiam, eaque ipsa quae ab illo inventore veritatis et quasi architecto beatae vitae dicta sunt explicabo. bbox=[743, 721, 956, 781]
paragraph: Lorem ipsum dolor sit amet, consectetur adipiscing elit, sed do eiusmod tempor incididunt ut labore et dolore magna aliqua. Ut enim ad minim veniam, quis nostrud exercitation ullamco laboris nisi ut aliquip ex ea commodo consequat. Duis aute irure dolor in reprehenderit in voluptate velit esse cillum dolore eu fugiat nulla pariatur. Excepteur sint occaecat cupidatat non proident, sunt in culpa qui officia deserunt mollit anim id est laborum. Sed ut perspiciatis unde omnis iste natus error sit voluptatem accusantium doloremque laudantium, totam rem aperiam, eaque ipsa quae ab illo inventore veritatis et quasi architecto beatae vitae dicta sunt explicabo. bbox=[517, 830, 731, 890]
heading-russland: Rußland. bbox=[150, 541, 195, 552]
subheading-drahtmeldung: (Drahtmeldung unseres Kriegsberichterstatters.) bbox=[323, 121, 473, 128]
heading-bolo: Bolo. bbox=[611, 243, 637, 254]
paragraph: Lorem ipsum dolor sit amet, consectetur adipiscing elit, sed do eiusmod tempor incididunt ut labore et dolore magna aliqua. Ut enim ad minim veniam, quis nostrud exercitation ullamco laboris nisi ut aliquip ex ea commodo consequat. Duis aute irure dolor in reprehenderit in voluptate velit esse cillum dolore eu fugiat nulla pariatur. Excepteur sint occaecat cupidatat non proident, sunt in culpa qui officia deserunt mollit anim id est laborum. Sed ut perspiciatis unde omnis iste natus error sit voluptatem accusantium doloremque laudantium, totam rem aperiam, eaque ipsa quae ab illo inventore veritatis et quasi architecto beatae vitae dicta sunt explicabo. bbox=[743, 256, 956, 316]
heading-tauchboot: Die Tauchbootmeldung. bbox=[567, 103, 681, 113]
heading-england: England. bbox=[376, 861, 420, 872]
issue-date: Mittwoch, 17. April 1918 bbox=[808, 70, 962, 83]
